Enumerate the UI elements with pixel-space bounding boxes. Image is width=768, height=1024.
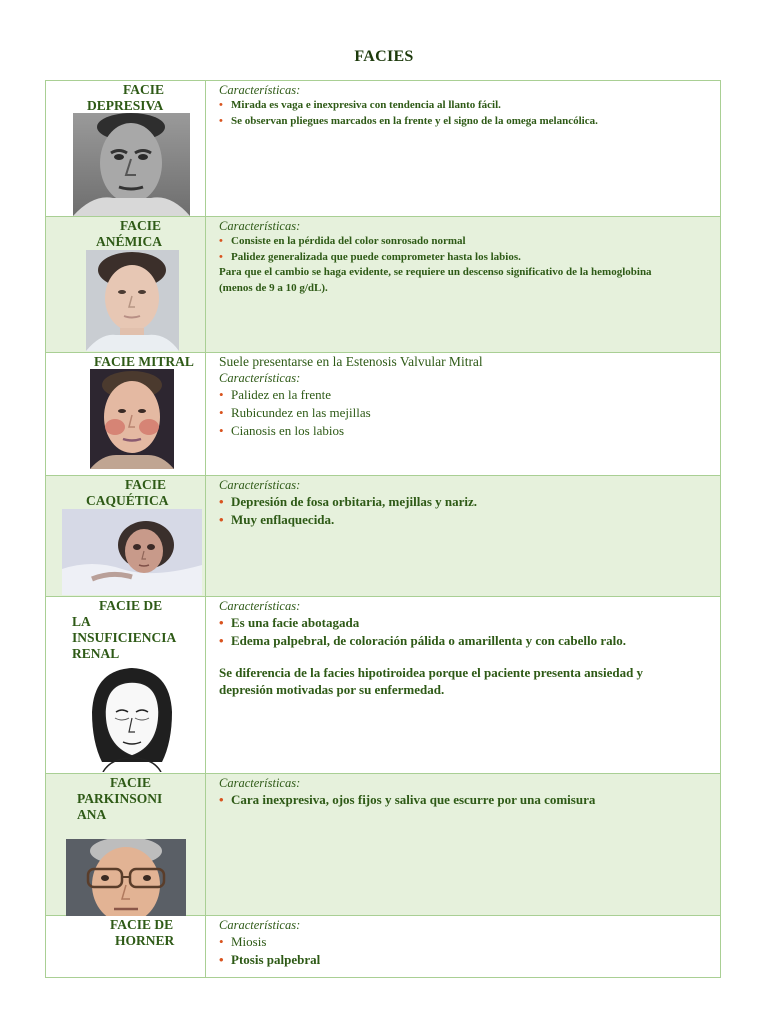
row-label: FACIE bbox=[125, 477, 167, 492]
table-row-anemica bbox=[46, 217, 720, 353]
bullet-list bbox=[219, 386, 720, 440]
characteristics-heading: Características: bbox=[219, 219, 301, 233]
row-label-cell bbox=[46, 217, 206, 352]
row-label: FACIE bbox=[123, 82, 165, 97]
facie-parkinsoniana-photo bbox=[66, 839, 186, 916]
row-content-cell bbox=[206, 476, 720, 596]
bullet-list bbox=[219, 234, 720, 265]
bullet-item: • Palidez en la frente bbox=[219, 386, 720, 404]
row-label-cell bbox=[46, 916, 206, 977]
facie-mitral-photo bbox=[90, 369, 174, 469]
row-label-cell bbox=[46, 774, 206, 915]
bullet-item: • Cianosis en los labios bbox=[219, 422, 720, 440]
row-label: FACIE DE bbox=[110, 917, 174, 932]
row-content-cell bbox=[206, 916, 720, 977]
bullet-item: • Cara inexpresiva, ojos fijos y saliva que escurre por una comisura bbox=[219, 791, 720, 809]
bullet-item: • Edema palpebral, de coloración pálida o amarillenta y con cabello ralo. bbox=[219, 632, 720, 650]
note-text: Para que el cambio se haga evidente, se requiere un descenso significativo de la hemoglobina bbox=[219, 266, 652, 278]
facie-renal-drawing bbox=[83, 662, 181, 772]
characteristics-heading: Características: bbox=[219, 776, 301, 790]
row-content-cell bbox=[206, 353, 720, 475]
facies-table bbox=[45, 80, 721, 978]
row-label: RENAL bbox=[72, 646, 120, 661]
bullet-item: • Se observan pliegues marcados en la frente y el signo de la omega melancólica. bbox=[219, 114, 720, 130]
row-content-cell bbox=[206, 597, 720, 773]
bullet-list bbox=[219, 98, 720, 129]
bullet-item: • Ptosis palpebral bbox=[219, 951, 720, 969]
row-label: DEPRESIVA bbox=[87, 98, 164, 113]
row-label-cell bbox=[46, 597, 206, 773]
bullet-list bbox=[219, 933, 720, 969]
bullet-item: • Mirada es vaga e inexpresiva con tendencia al llanto fácil. bbox=[219, 98, 720, 114]
bullet-list bbox=[219, 493, 720, 529]
facie-caquetica-photo bbox=[62, 509, 202, 595]
bullet-item: • Rubicundez en las mejillas bbox=[219, 404, 720, 422]
row-label: CAQUÉTICA bbox=[86, 493, 169, 508]
row-label: FACIE MITRAL bbox=[94, 354, 194, 369]
row-content-cell bbox=[206, 81, 720, 216]
facie-depresiva-photo bbox=[73, 113, 190, 216]
row-label-cell bbox=[46, 476, 206, 596]
note-paragraph bbox=[219, 265, 720, 296]
bullet-item: • Depresión de fosa orbitaria, mejillas y nariz. bbox=[219, 493, 720, 511]
characteristics-heading: Características: bbox=[219, 478, 301, 492]
table-row-caquetica bbox=[46, 476, 720, 597]
bullet-item: • Consiste en la pérdida del color sonrosado normal bbox=[219, 234, 720, 250]
bullet-item: • Miosis bbox=[219, 933, 720, 951]
row-label: FACIE DE bbox=[99, 598, 163, 613]
bullet-item: • Es una facie abotagada bbox=[219, 614, 720, 632]
page-title: FACIES bbox=[354, 48, 414, 65]
characteristics-heading: Características: bbox=[219, 83, 301, 97]
note-text: (menos de 9 a 10 g/dL). bbox=[219, 281, 328, 294]
row-label: HORNER bbox=[115, 933, 175, 948]
bullet-item: • Muy enflaquecida. bbox=[219, 511, 720, 529]
table-row-insuficiencia-renal bbox=[46, 597, 720, 774]
table-row-depresiva bbox=[46, 81, 720, 217]
row-label: INSUFICIENCIA bbox=[72, 630, 177, 645]
row-label: ANÉMICA bbox=[96, 234, 162, 249]
table-row-parkinsoniana bbox=[46, 774, 720, 916]
row-content-cell bbox=[206, 217, 720, 352]
bullet-list bbox=[219, 791, 720, 809]
bullet-list bbox=[219, 614, 720, 650]
facie-anemica-photo bbox=[86, 250, 179, 351]
row-label: LA bbox=[72, 614, 91, 629]
row-label: FACIE bbox=[110, 775, 152, 790]
table-row-mitral bbox=[46, 353, 720, 476]
row-label-cell bbox=[46, 81, 206, 216]
lead-text: Suele presentarse en la Estenosis Valvular Mitral bbox=[219, 354, 483, 369]
table-row-horner bbox=[46, 916, 720, 977]
row-label: PARKINSONI bbox=[77, 791, 163, 806]
note-text: Se diferencia de la facies hipotiroidea porque el paciente presenta ansiedad y depresión motivadas por su enfermedad. bbox=[219, 665, 644, 697]
row-label: ANA bbox=[77, 807, 107, 822]
bullet-item: • Palidez generalizada que puede comprometer hasta los labios. bbox=[219, 250, 720, 266]
characteristics-heading: Características: bbox=[219, 918, 301, 932]
row-label: FACIE bbox=[120, 218, 162, 233]
row-label-cell bbox=[46, 353, 206, 475]
characteristics-heading: Características: bbox=[219, 371, 301, 385]
characteristics-heading: Características: bbox=[219, 599, 301, 613]
row-content-cell bbox=[206, 774, 720, 915]
